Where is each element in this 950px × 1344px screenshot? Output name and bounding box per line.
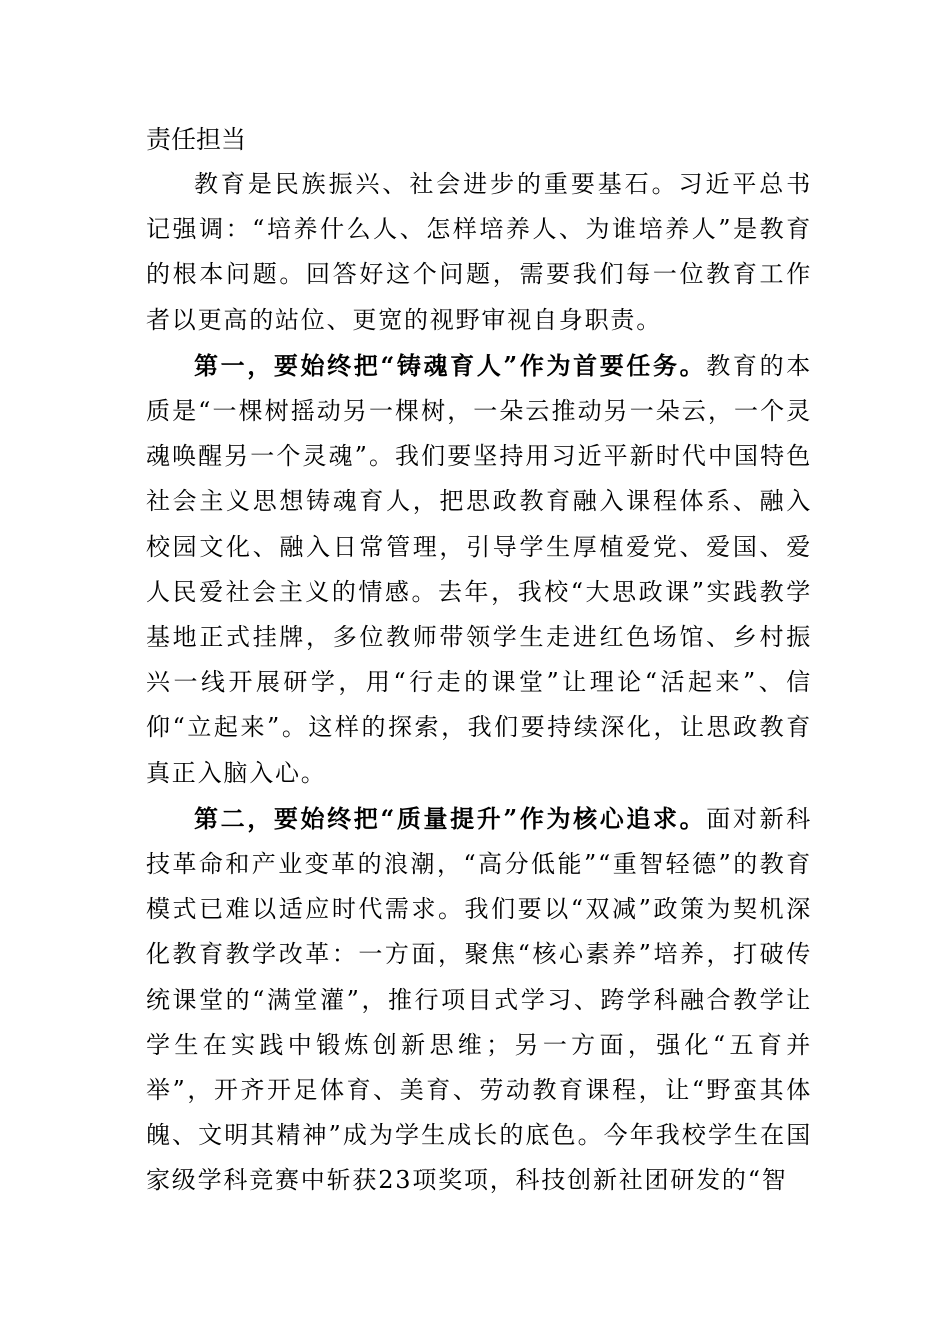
document-body (146, 118, 812, 1204)
paragraph-text: 面对新科技革命和产业变革的浪潮，“高分低能”“重智轻德”的教育模式已难以适应时代需求。我们要以“双减”政策为契机深化教育教学改革：一方面，聚焦“核心素养”培养，打破传统课堂的“满堂灌”，推行项目式学习、跨学科融合教学让学生在实践中锻炼创新思维；另一方面，强化“五育并举”，开齐开足体育、美育、劳动教育课程，让“野蛮其体魄、文明其精神”成为学生成长的底色。今年我校学生在国家级学科竞赛中斩获23项奖项，科技创新社团研发的“智 (146, 804, 812, 1195)
intro-paragraph (146, 162, 812, 343)
paragraph-text: 教育是民族振兴、社会进步的重要基石。习近平总书记强调：“培养什么人、怎样培养人、为谁培养人”是教育的根本问题。回答好这个问题，需要我们每一位教育工作者以更高的站位、更宽的视野审视自身职责。 (146, 170, 812, 334)
section-heading: 责任担当 (146, 125, 247, 154)
point-two-lead: 第二，要始终把“质量提升”作为核心追求。 (194, 803, 707, 833)
point-two-paragraph (146, 796, 812, 1204)
paragraph-text: 教育的本质是“一棵树摇动另一棵树，一朵云推动另一朵云，一个灵魂唤醒另一个灵魂”。我们要坚持用习近平新时代中国特色社会主义思想铸魂育人，把思政教育融入课程体系、融入校园文化、融入日常管理，引导学生厚植爱党、爱国、爱人民爱社会主义的情感。去年，我校“大思政课”实践教学基地正式挂牌，多位教师带领学生走进红色场馆、乡村振兴一线开展研学，用“行走的课堂”让理论“活起来”、信仰“立起来”。这样的探索，我们要持续深化，让思政教育真正入脑入心。 (146, 351, 812, 787)
point-one-lead: 第一，要始终把“铸魂育人”作为首要任务。 (194, 350, 707, 380)
point-one-paragraph (146, 343, 812, 796)
